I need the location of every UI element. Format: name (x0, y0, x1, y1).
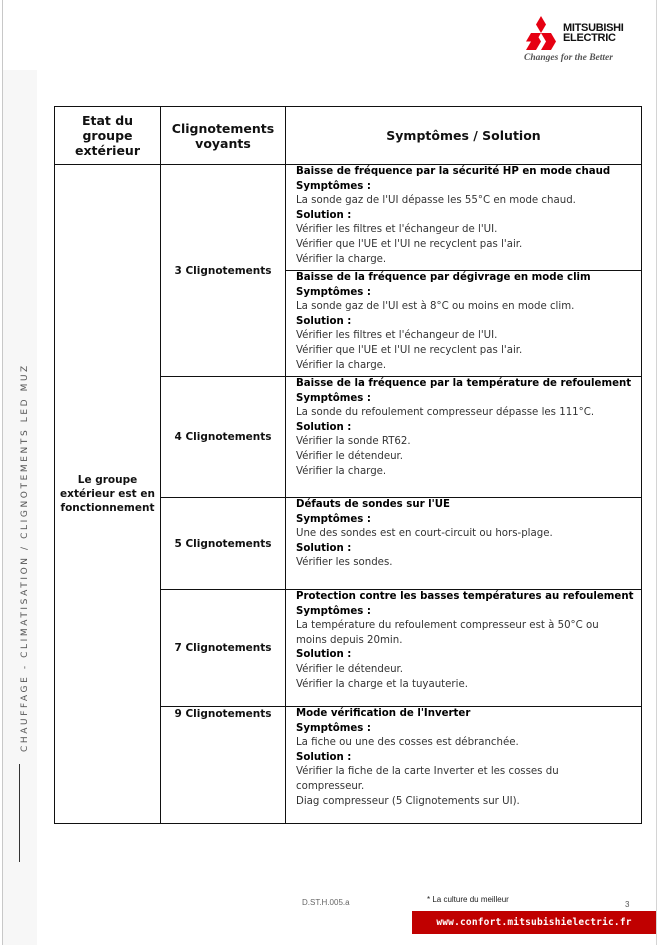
diagnostic-table (54, 106, 642, 824)
solution-text: Vérifier les sondes. (296, 557, 393, 569)
symptom-text: Une des sondes est en court-circuit ou hors-plage. (296, 528, 553, 540)
solution-text: Vérifier les filtres et l'échangeur de l'UI. (296, 330, 498, 342)
solution-label: Solution : (296, 421, 352, 433)
symptomes-label: Symptômes : (296, 722, 371, 734)
website-link[interactable]: www.confort.mitsubishielectric.fr (412, 911, 656, 934)
symptomes-label: Symptômes : (296, 286, 371, 298)
three-diamonds-icon (522, 16, 560, 50)
document-code: D.ST.H.005.a (302, 898, 350, 907)
brand-name (563, 23, 624, 43)
symptom-entry (286, 270, 641, 373)
solution-text: Vérifier la charge et la tuyauterie. (296, 678, 468, 690)
solution-text: Vérifier que l'UE et l'UI ne recyclent pas l'air. (296, 344, 523, 356)
symptom-entry (296, 377, 641, 479)
side-decorative-line (19, 764, 20, 862)
symptom-entry (296, 707, 641, 809)
solution-label: Solution : (296, 542, 352, 554)
symptom-text: La sonde gaz de l'UI est à 8°C ou moins en mode clim. (296, 301, 575, 313)
solution-text: Vérifier la charge. (296, 253, 387, 265)
symptomes-label: Symptômes : (296, 392, 371, 404)
clignotements-count: 7 Clignotements (161, 590, 286, 707)
header-clignotements: Clignotements voyants (161, 107, 286, 165)
entry-title: Mode vérification de l'Inverter (296, 708, 471, 719)
symptom-entry (296, 165, 641, 270)
solution-text: Vérifier la charge. (296, 359, 387, 371)
solution-label: Solution : (296, 649, 352, 661)
entry-title: Protection contre les basses températures au refoulement (296, 591, 634, 602)
page-edge-right (656, 0, 657, 945)
brand-tagline: Changes for the Better (524, 53, 613, 63)
solution-text: Vérifier le détendeur. (296, 450, 404, 462)
symptom-text: La fiche ou une des cosses est débranchée. (296, 737, 519, 749)
symptomes-label: Symptômes : (296, 513, 371, 525)
entry-title: Baisse de la fréquence par la température de refoulement (296, 378, 632, 389)
side-section-label: CHAUFFAGE - CLIMATISATION / CLIGNOTEMENTS LED MUZ (20, 363, 30, 752)
solution-label: Solution : (296, 751, 352, 763)
clignotements-count: 4 Clignotements (161, 377, 286, 498)
header-etat: Etat du groupe extérieur (55, 107, 161, 165)
table-header-row (55, 107, 642, 165)
clignotements-count: 5 Clignotements (161, 498, 286, 590)
symptom-text: La sonde du refoulement compresseur dépasse les 111°C. (296, 407, 595, 419)
symptom-entry (296, 498, 641, 571)
symptomes-label: Symptômes : (296, 180, 371, 192)
symptom-text: La température du refoulement compresseur est à 50°C ou (296, 620, 599, 632)
entry-title: Baisse de fréquence par la sécurité HP en mode chaud (296, 166, 611, 177)
symptom-cell (286, 498, 642, 590)
symptom-cell (286, 377, 642, 498)
solution-label: Solution : (296, 315, 352, 327)
clignotements-count: 3 Clignotements (161, 165, 286, 377)
symptom-text: La sonde gaz de l'UI dépasse les 55°C en mode chaud. (296, 195, 576, 207)
entry-title: Baisse de la fréquence par dégivrage en mode clim (296, 272, 591, 283)
table-row (55, 165, 642, 377)
solution-text: Vérifier la sonde RT62. (296, 436, 411, 448)
solution-label: Solution : (296, 209, 352, 221)
solution-text: Vérifier le détendeur. (296, 663, 404, 675)
symptomes-label: Symptômes : (296, 605, 371, 617)
solution-text: compresseur. (296, 780, 365, 792)
solution-text: Vérifier la charge. (296, 465, 387, 477)
symptom-text: moins depuis 20min. (296, 634, 403, 646)
mitsubishi-logo (522, 16, 642, 66)
solution-text: Vérifier les filtres et l'échangeur de l'UI. (296, 224, 498, 236)
culture-slogan: * La culture du meilleur (427, 895, 509, 904)
etat-value: Le groupe extérieur est en fonctionnement (55, 165, 161, 824)
brand-name-line2: ELECTRIC (563, 32, 616, 44)
entry-title: Défauts de sondes sur l'UE (296, 499, 451, 510)
clignotements-count: 9 Clignotements (161, 707, 286, 824)
symptom-entry (296, 590, 641, 692)
solution-text: Diag compresseur (5 Clignotements sur UI). (296, 795, 520, 807)
header-symptomes: Symptômes / Solution (286, 107, 642, 165)
symptom-cell (286, 165, 642, 377)
symptom-cell (286, 590, 642, 707)
page-number: 3 (625, 900, 630, 909)
brand-name-line1: MITSUBISHI (563, 22, 624, 34)
symptom-cell (286, 707, 642, 824)
solution-text: Vérifier la fiche de la carte Inverter et les cosses du (296, 766, 559, 778)
solution-text: Vérifier que l'UE et l'UI ne recyclent pas l'air. (296, 238, 523, 250)
